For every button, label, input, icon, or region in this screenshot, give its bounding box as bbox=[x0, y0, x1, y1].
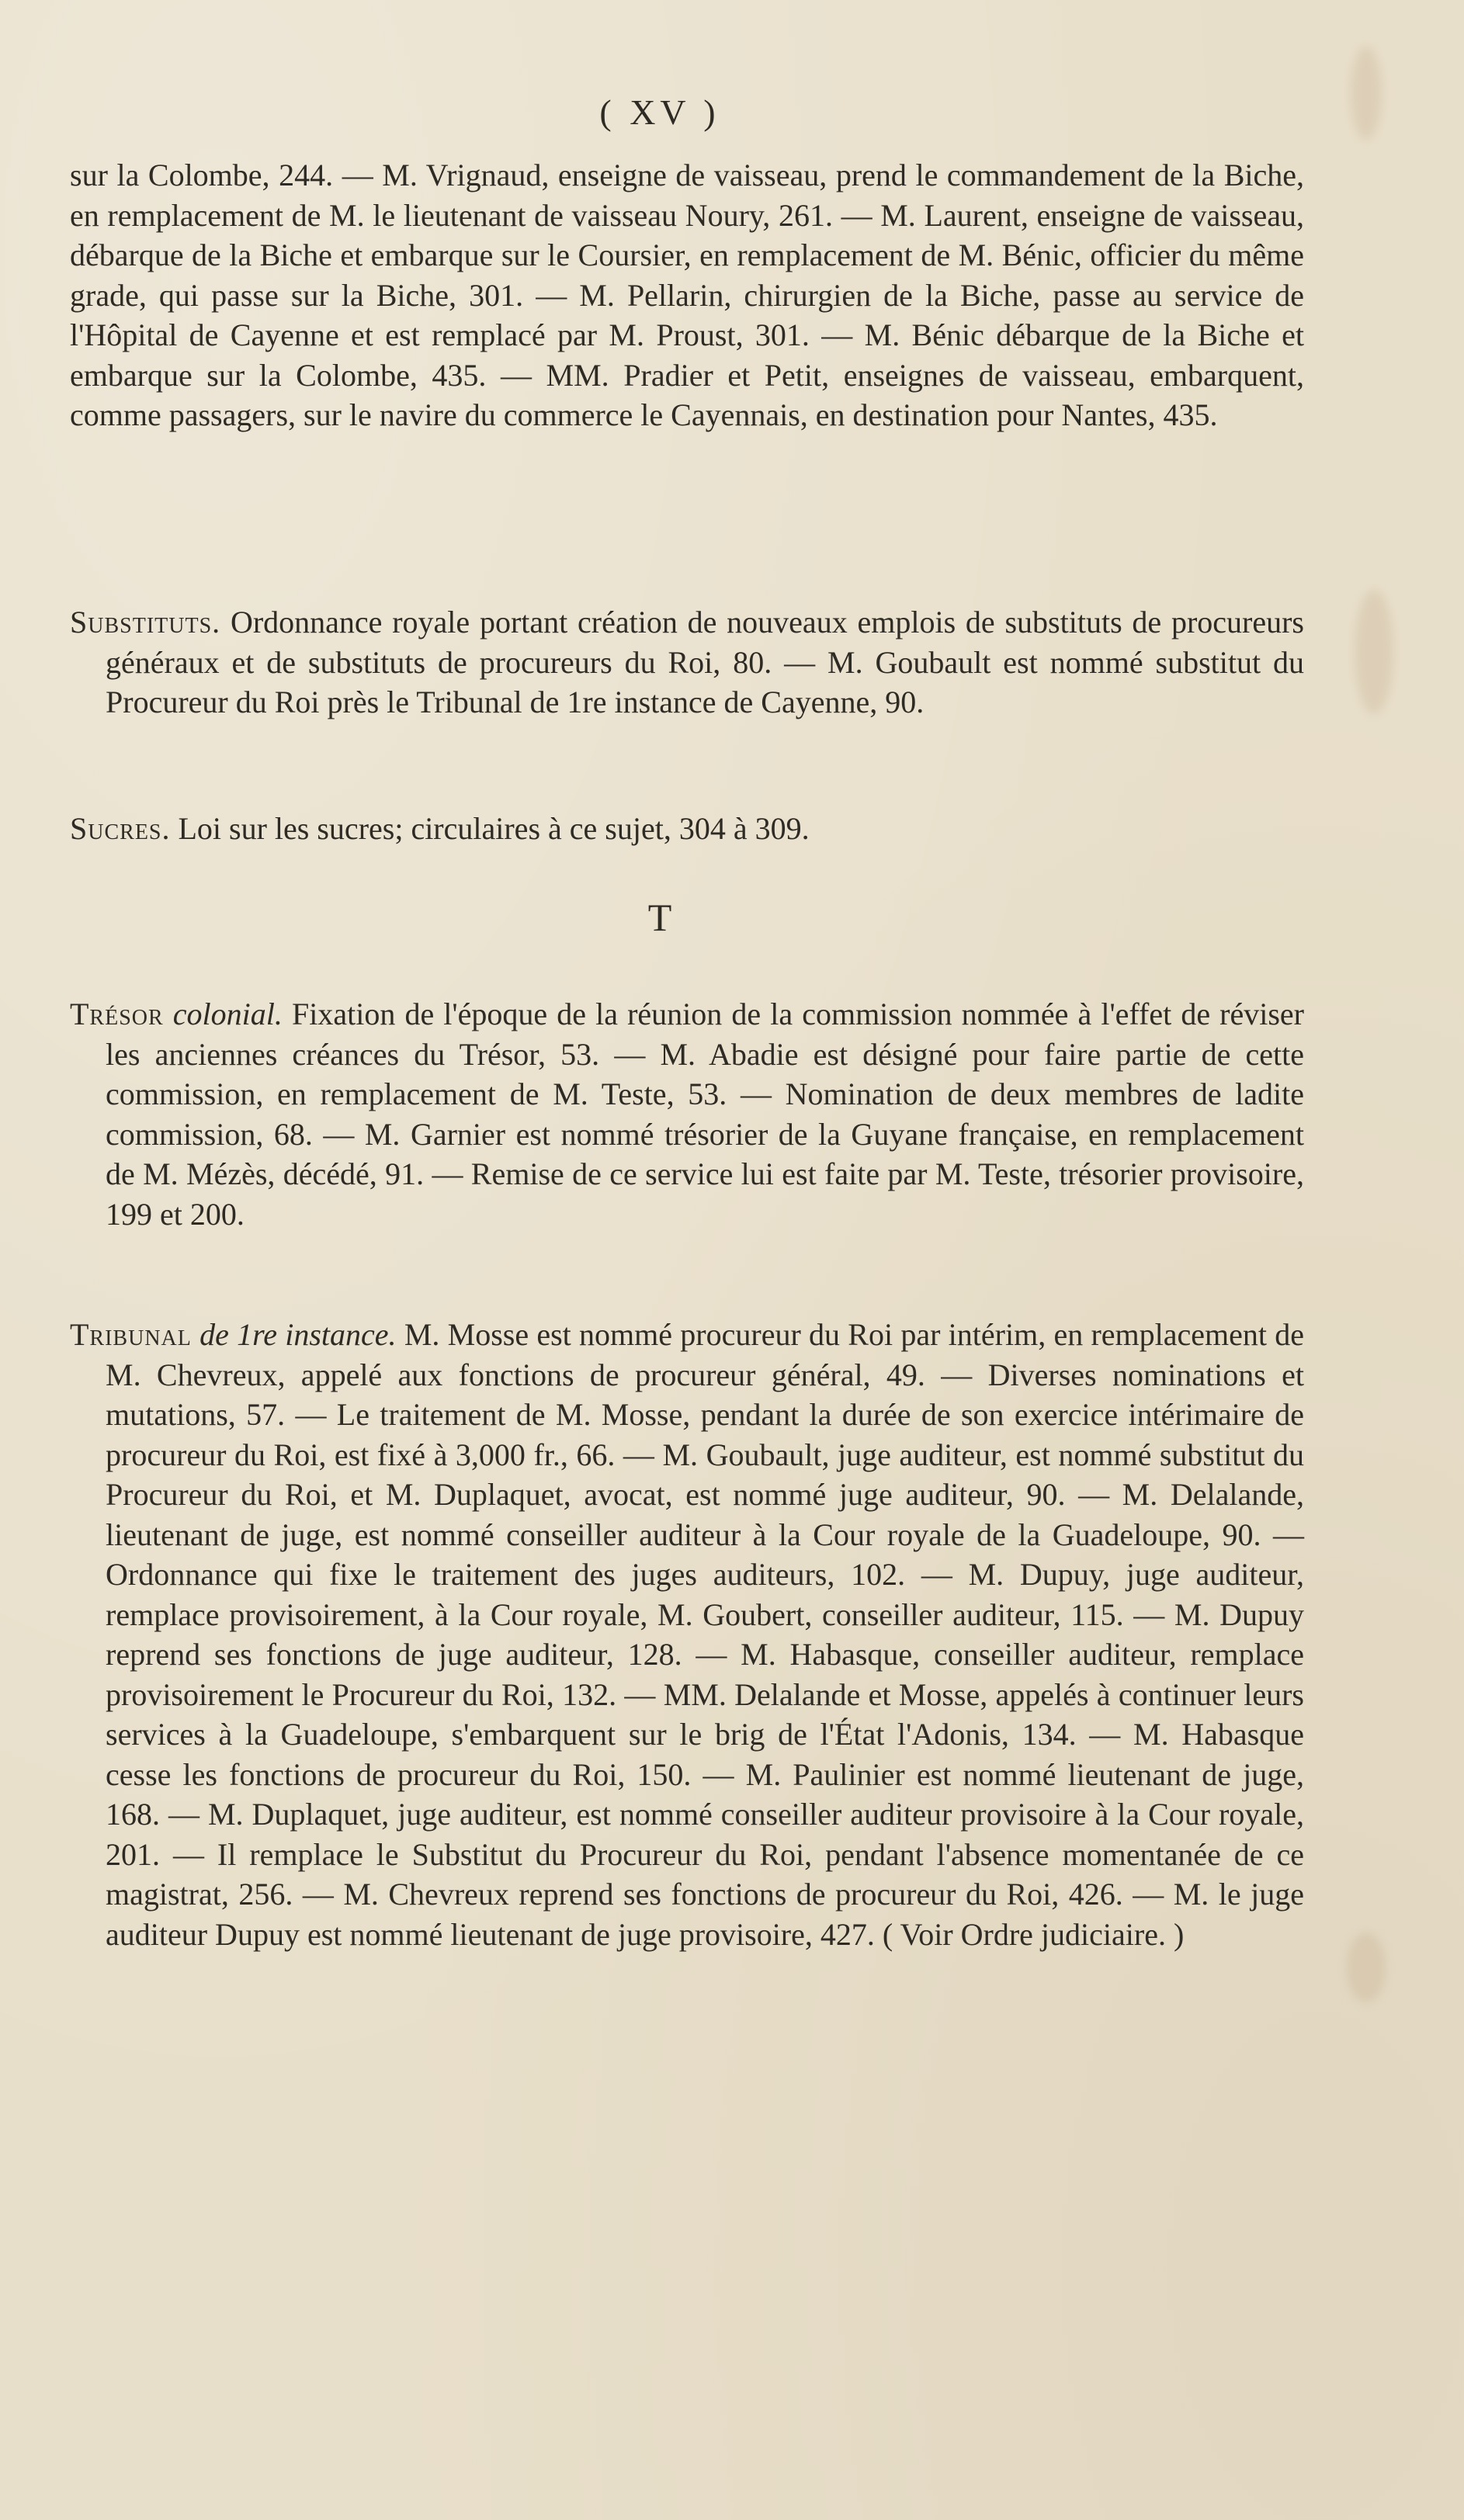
page-number: ( XV ) bbox=[599, 92, 720, 132]
entry-heading: Substituts. bbox=[70, 605, 221, 640]
continuation-block bbox=[70, 155, 1304, 435]
entry-text: Fixation de l'époque de la réunion de la commission nommée à l'effet de réviser les anciennes créances du Trésor, 53. — M. Abadie est désigné pour faire partie de cette commission, en remplacement de M. Teste, 53. — Nomination de deux membres de ladite commission, 68. — M. Garnier est nommé trésorier de la Guyane française, en remplacement de M. Mézès, décédé, 91. — Remise de ce service lui est faite par M. Teste, trésorier provisoire, 199 et 200. bbox=[106, 997, 1305, 1232]
entry-text: Loi sur les sucres; circulaires à ce sujet, 304 à 309. bbox=[178, 811, 810, 846]
entry-heading-italic: de 1re instance. bbox=[199, 1317, 397, 1352]
entry-heading: Sucres. bbox=[70, 811, 171, 846]
entry-sucres bbox=[70, 809, 1304, 849]
index-entry bbox=[70, 809, 1304, 849]
index-entry bbox=[70, 602, 1304, 723]
entry-heading: Tribunal bbox=[70, 1317, 192, 1352]
entry-substituts bbox=[70, 602, 1304, 723]
paper-stain bbox=[1355, 590, 1393, 714]
paper-stain bbox=[1351, 47, 1382, 140]
continuation-text: sur la Colombe, 244. — M. Vrignaud, enseigne de vaisseau, prend le commandement de la Biche, en remplacement de M. le lieutenant de vaisseau Noury, 261. — M. Laurent, enseigne de vaisseau, débarque de la Biche et embarque sur le Coursier, en remplacement de M. Bénic, officier du même grade, qui passe sur la Biche, 301. — M. Pellarin, chirurgien de la Biche, passe au service de l'Hôpital de Cayenne et est remplacé par M. Proust, 301. — M. Bénic débarque de la Biche et embarque sur la Colombe, 435. — MM. Pradier et Petit, enseignes de vaisseau, embarquent, comme passagers, sur le navire du commerce le Cayennais, en destination pour Nantes, 435. bbox=[70, 158, 1304, 432]
entry-heading-italic: colonial. bbox=[172, 997, 283, 1031]
index-entry bbox=[70, 1315, 1304, 1954]
entry-text: Ordonnance royale portant création de nouveaux emplois de substituts de procureurs généraux et de substituts de procureurs du Roi, 80. — M. Goubault est nommé substitut du Procureur du Roi près le Tribunal de 1re instance de Cayenne, 90. bbox=[106, 605, 1305, 719]
entry-tribunal bbox=[70, 1315, 1304, 1954]
paper-stain bbox=[1347, 1932, 1386, 2002]
entry-heading: Trésor bbox=[70, 997, 164, 1031]
index-entry bbox=[70, 994, 1304, 1234]
entry-tresor bbox=[70, 994, 1304, 1234]
entry-text: M. Mosse est nommé procureur du Roi par intérim, en remplacement de M. Chevreux, appelé aux fonctions de procureur général, 49. — Diverses nominations et mutations, 57. — Le traitement de M. Mosse, pendant la durée de son exercice intérimaire de procureur du Roi, est fixé à 3,000 fr., 66. — M. Goubault, juge auditeur, est nommé substitut du Procureur du Roi, et M. Duplaquet, avocat, est nommé juge auditeur, 90. — M. Delalande, lieutenant de juge, est nommé conseiller auditeur à la Cour royale de la Guadeloupe, 90. — Ordonnance qui fixe le traitement des juges auditeurs, 102. — M. Dupuy, juge auditeur, remplace provisoirement, à la Cour royale, M. Goubert, conseiller auditeur, 115. — M. Dupuy reprend ses fonctions de juge auditeur, 128. — M. Habasque, conseiller auditeur, remplace provisoirement le Procureur du Roi, 132. — MM. Delalande et Mosse, appelés à continuer leurs services à la Guadeloupe, s'embarquent sur le brig de l'État l'Adonis, 134. — M. Habasque cesse les fonctions de procureur du Roi, 150. — M. Paulinier est nommé lieutenant de juge, 168. — M. Duplaquet, juge auditeur, est nommé conseiller auditeur provisoire à la Cour royale, 201. — Il remplace le Substitut du Procureur du Roi, pendant l'absence momentanée de ce magistrat, 256. — M. Chevreux reprend ses fonctions de procureur du Roi, 426. — M. le juge auditeur Dupuy est nommé lieutenant de juge provisoire, 427. ( Voir Ordre judiciaire. ) bbox=[106, 1317, 1305, 1952]
section-letter: T bbox=[647, 896, 672, 939]
